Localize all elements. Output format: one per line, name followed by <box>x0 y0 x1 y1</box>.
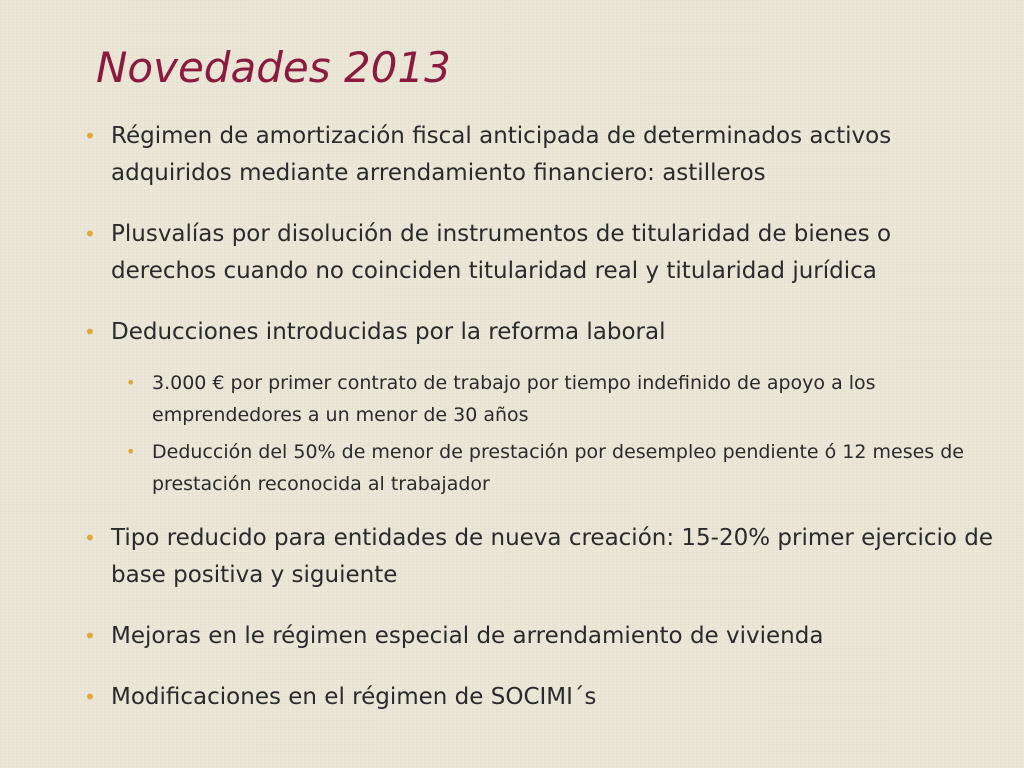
bullet-item: • Modificaciones en el régimen de SOCIMI´s <box>84 679 994 716</box>
bullet-item: • Plusvalías por disolución de instrumentos de titularidad de bienes o derechos cuando no coinciden titularidad real y titularidad jurídica <box>84 216 994 290</box>
bullet-item: • Mejoras en le régimen especial de arrendamiento de vivienda <box>84 618 994 655</box>
slide-title: Novedades 2013 <box>96 43 451 92</box>
bullet-item: • Régimen de amortización fiscal anticipada de determinados activos adquiridos mediante arrendamiento financiero: astilleros <box>84 118 994 192</box>
sub-bullet-list <box>126 367 994 500</box>
bullet-item: • Tipo reducido para entidades de nueva creación: 15-20% primer ejercicio de base positiva y siguiente <box>84 520 994 594</box>
sub-bullet-item: • Deducción del 50% de menor de prestación por desempleo pendiente ó 12 meses de prestación reconocida al trabajador <box>126 436 994 500</box>
bullet-item: • Deducciones introducidas por la reforma laboral <box>84 314 994 351</box>
bullet-list <box>84 118 994 740</box>
sub-bullet-item: • 3.000 € por primer contrato de trabajo por tiempo indefinido de apoyo a los emprendedores a un menor de 30 años <box>126 367 994 431</box>
